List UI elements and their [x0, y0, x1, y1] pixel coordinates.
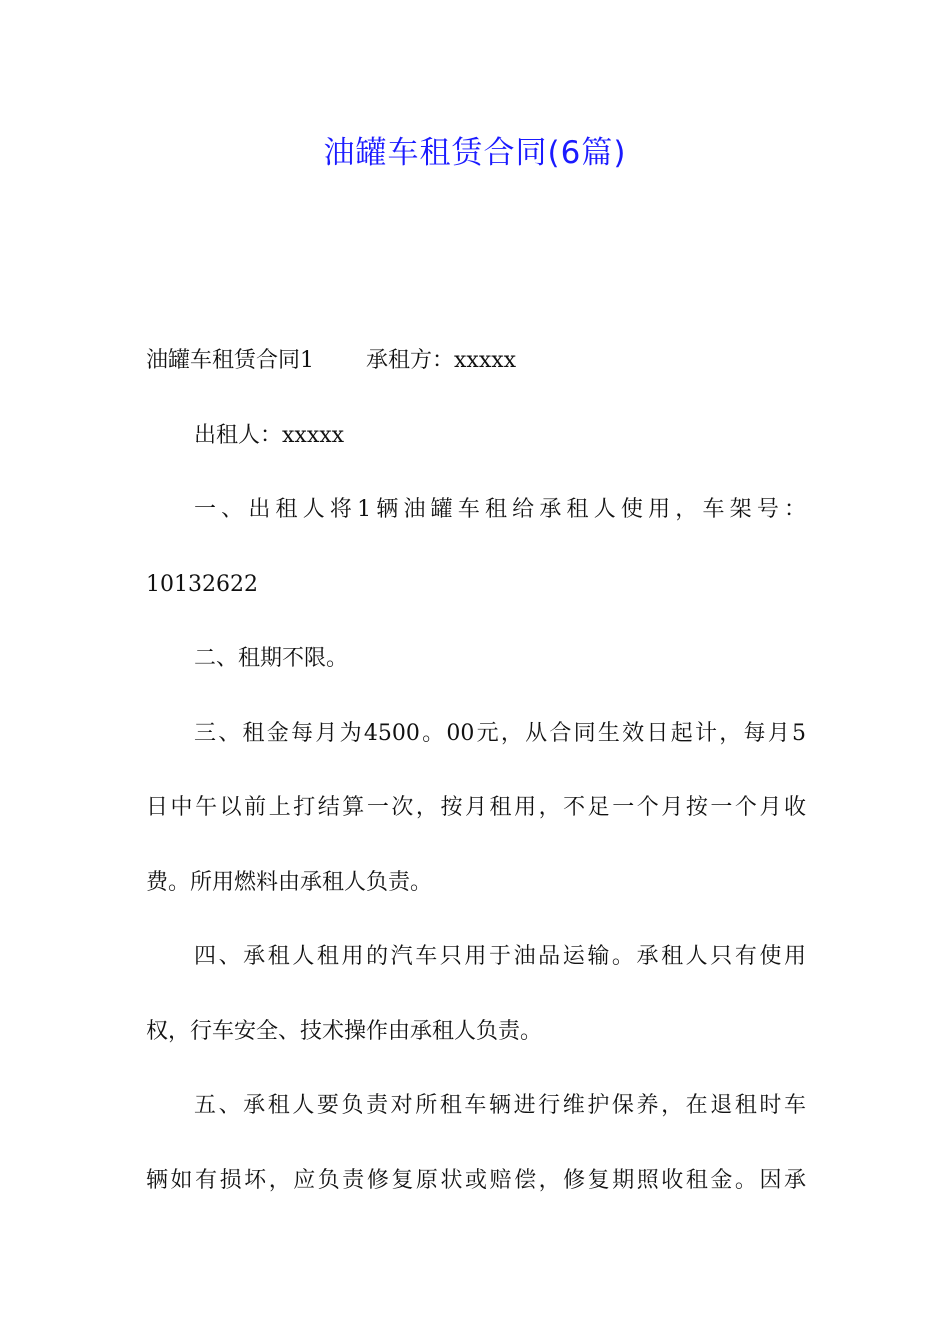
clause-3-line-2: 日中午以前上打结算一次，按月租用，不足一个月按一个月收: [146, 795, 806, 820]
lessor-field: 出租人：xxxxx: [194, 423, 345, 448]
clause-3-line-3: 费。所用燃料由承租人负责。: [146, 870, 433, 895]
clause-1-line-2: 10132622: [146, 572, 258, 597]
contract-heading: 油罐车租赁合同1: [146, 348, 314, 373]
clause-4-line-2: 权，行车安全、技术操作由承租人负责。: [146, 1019, 543, 1044]
document-title: 油罐车租赁合同(6篇): [323, 135, 627, 171]
clause-4-line-1: 四、承租人租用的汽车只用于油品运输。承租人只有使用: [194, 944, 806, 969]
clause-5-line-2: 辆如有损坏，应负责修复原状或赔偿，修复期照收租金。因承: [146, 1168, 806, 1193]
contract-heading-line: [146, 346, 516, 376]
clause-2-line-1: 二、租期不限。: [194, 646, 349, 671]
clause-5-line-1: 五、承租人要负责对所租车辆进行维护保养，在退租时车: [194, 1093, 806, 1118]
clause-3-line-1: 三、租金每月为4500。00元，从合同生效日起计，每月5: [194, 721, 806, 746]
clause-1-line-1: 一、出租人将1辆油罐车租给承租人使用，车架号：: [194, 497, 806, 522]
lessee-field: 承租方：xxxxx: [366, 348, 517, 373]
